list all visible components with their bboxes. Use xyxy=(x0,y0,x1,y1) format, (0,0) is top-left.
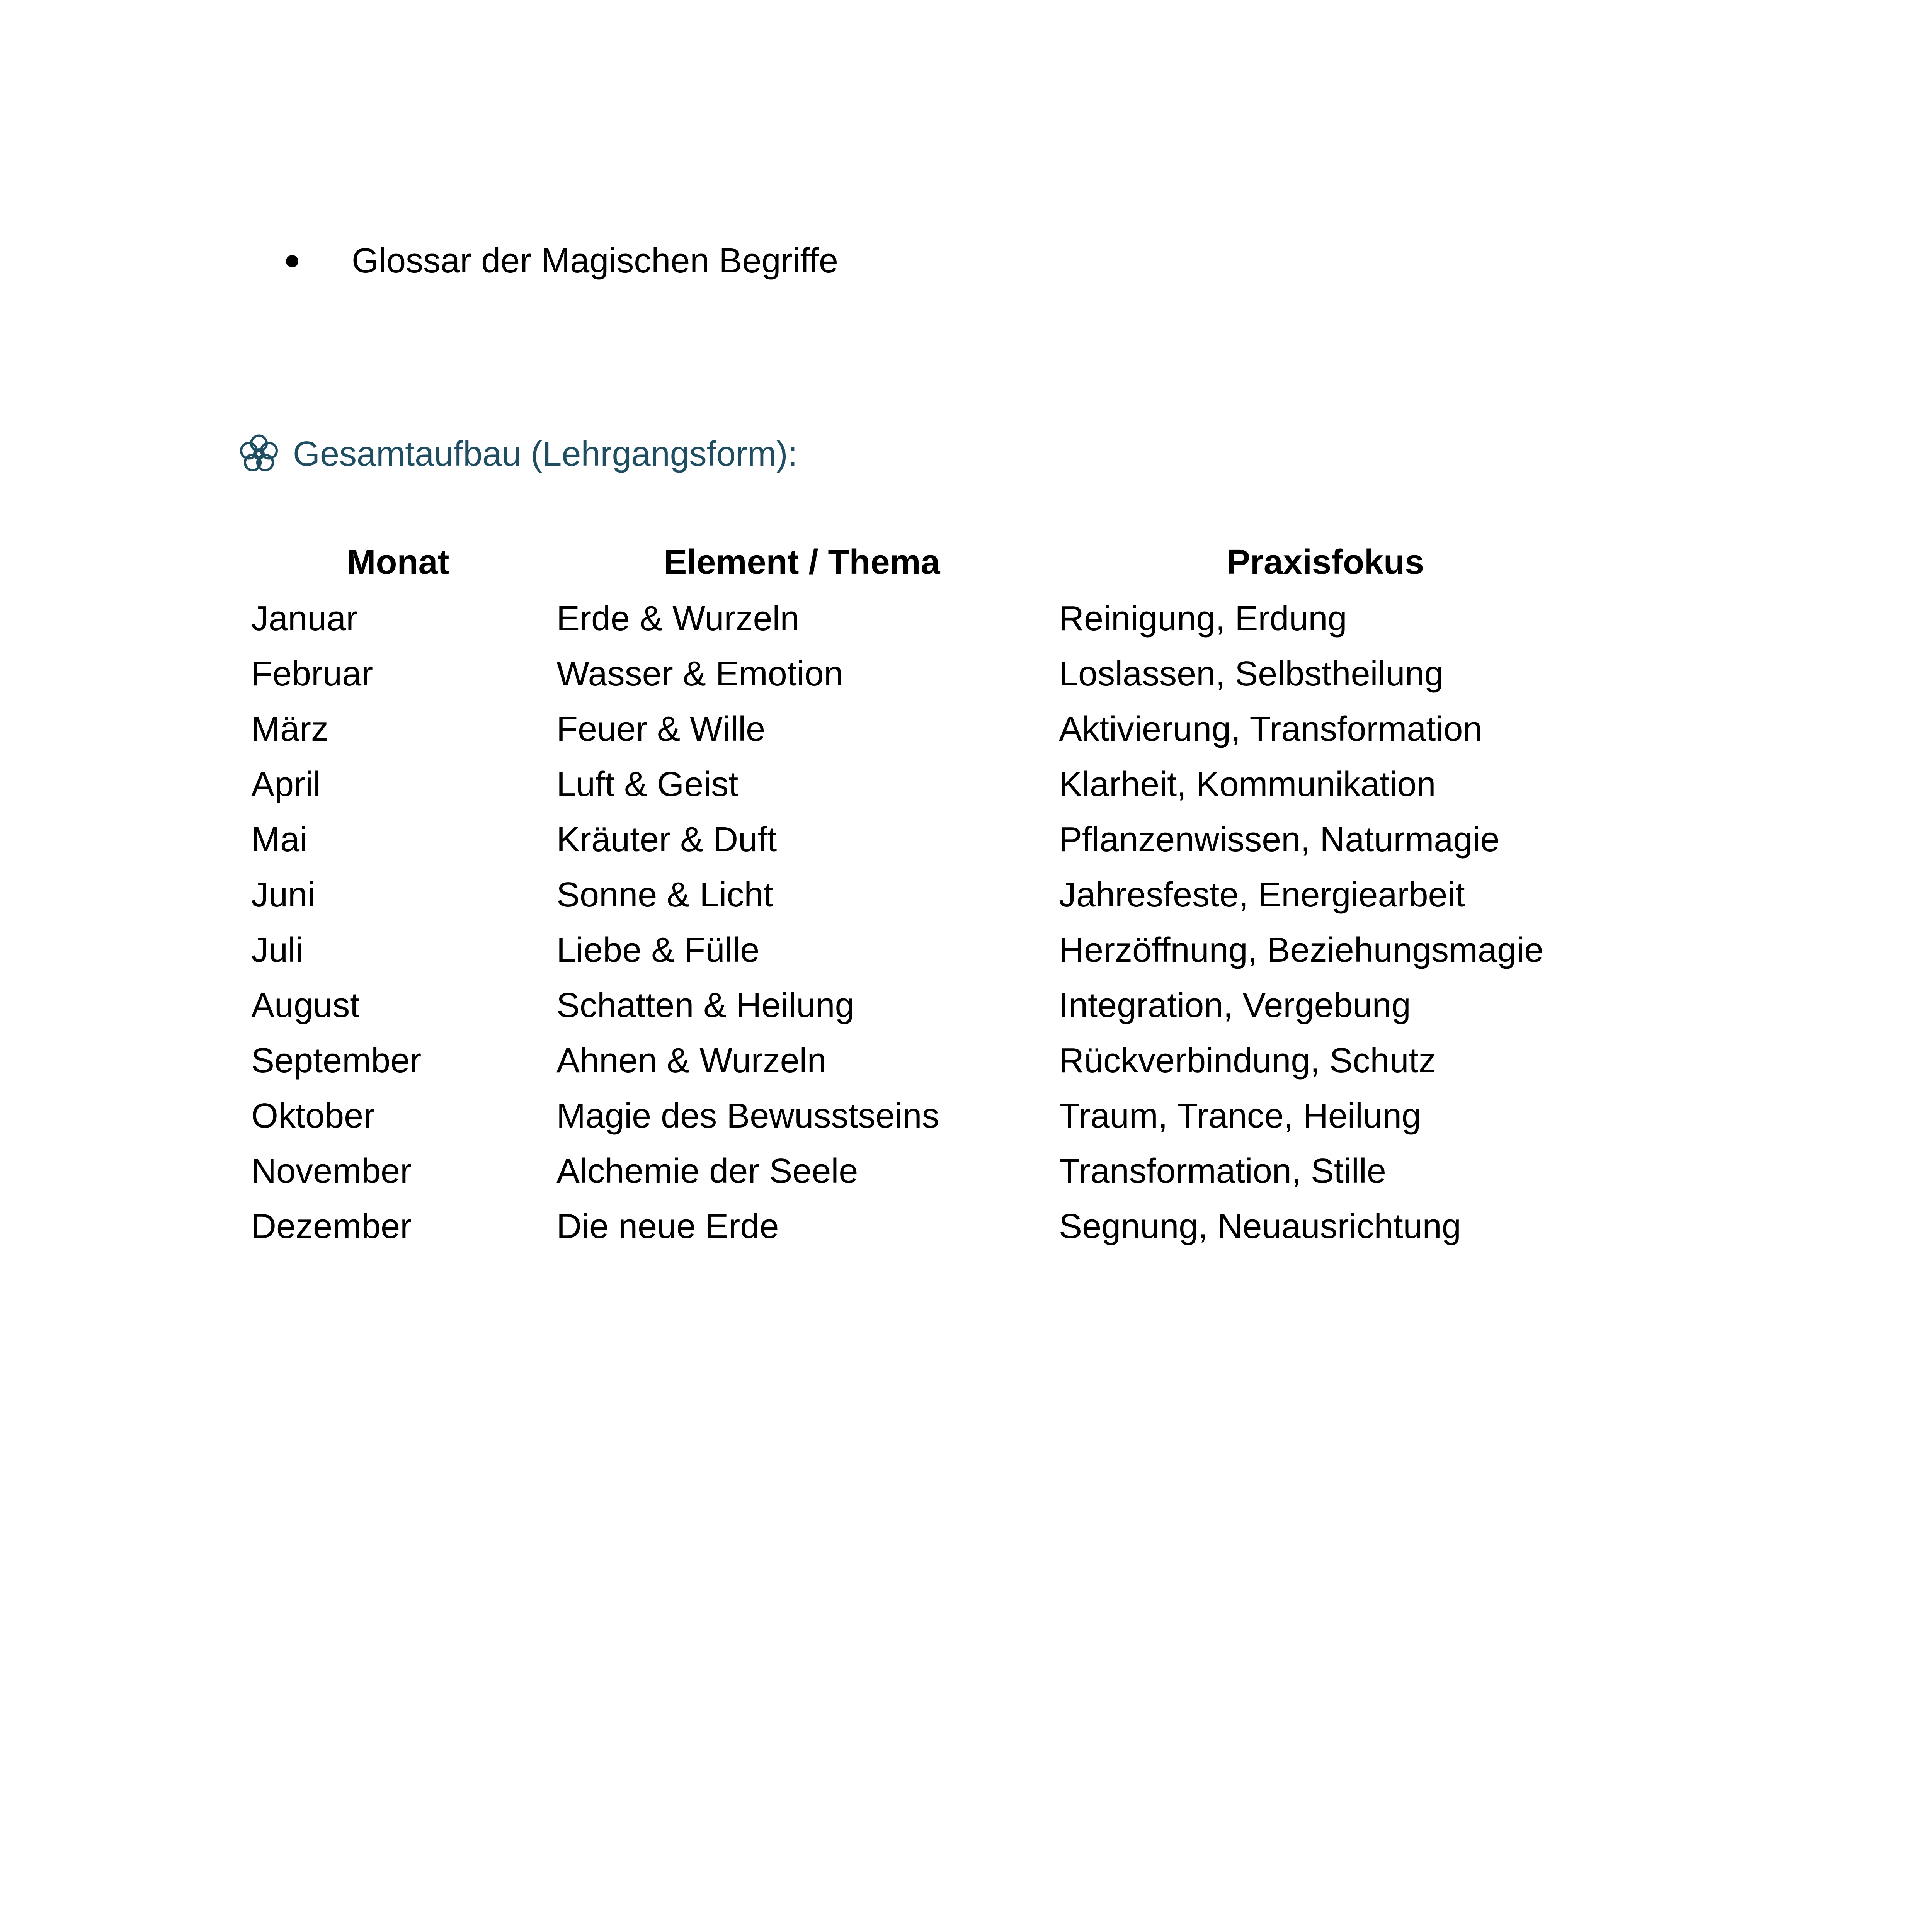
month-cell: April xyxy=(251,765,321,804)
column-header-focus: Praxisfokus xyxy=(1227,543,1424,582)
focus-cell: Jahresfeste, Energiearbeit xyxy=(1059,876,1465,914)
bullet-icon xyxy=(286,255,298,267)
element-cell: Magie des Bewusstseins xyxy=(556,1097,939,1135)
month-cell: Februar xyxy=(251,655,373,693)
section-heading-text: Gesamtaufbau (Lehrgangsform): xyxy=(293,435,798,473)
table-row xyxy=(240,1088,1592,1144)
element-cell: Sonne & Licht xyxy=(556,876,773,914)
table-row xyxy=(240,1199,1592,1254)
column-header-month: Monat xyxy=(347,543,449,582)
table-row xyxy=(240,867,1592,923)
table-header-row xyxy=(240,533,1592,591)
table-row xyxy=(240,978,1592,1033)
table-row xyxy=(240,812,1592,867)
table-row xyxy=(240,757,1592,812)
element-cell: Feuer & Wille xyxy=(556,710,766,748)
element-cell: Alchemie der Seele xyxy=(556,1152,858,1190)
element-cell: Liebe & Fülle xyxy=(556,931,760,969)
month-cell: Januar xyxy=(251,599,358,638)
month-cell: September xyxy=(251,1041,422,1080)
focus-cell: Rückverbindung, Schutz xyxy=(1059,1041,1436,1080)
focus-cell: Aktivierung, Transformation xyxy=(1059,710,1482,748)
focus-cell: Pflanzenwissen, Naturmagie xyxy=(1059,820,1500,859)
table-row xyxy=(240,591,1592,646)
table-row xyxy=(240,1144,1592,1199)
focus-cell: Herzöffnung, Beziehungsmagie xyxy=(1059,931,1544,969)
focus-cell: Klarheit, Kommunikation xyxy=(1059,765,1436,804)
schedule-table xyxy=(240,533,1592,1254)
section-heading xyxy=(236,431,798,477)
table-row xyxy=(240,923,1592,978)
bullet-text: Glossar der Magischen Begriffe xyxy=(352,242,838,280)
focus-cell: Traum, Trance, Heilung xyxy=(1059,1097,1421,1135)
month-cell: August xyxy=(251,986,360,1025)
month-cell: Juni xyxy=(251,876,315,914)
table-row xyxy=(240,1033,1592,1088)
focus-cell: Integration, Vergebung xyxy=(1059,986,1411,1025)
month-cell: Dezember xyxy=(251,1207,412,1246)
table-row xyxy=(240,646,1592,702)
table-row xyxy=(240,702,1592,757)
month-cell: Juli xyxy=(251,931,304,969)
focus-cell: Reinigung, Erdung xyxy=(1059,599,1347,638)
element-cell: Schatten & Heilung xyxy=(556,986,854,1025)
column-header-element: Element / Thema xyxy=(664,543,940,582)
element-cell: Wasser & Emotion xyxy=(556,655,843,693)
element-cell: Luft & Geist xyxy=(556,765,738,804)
bullet-list xyxy=(286,240,838,282)
element-cell: Erde & Wurzeln xyxy=(556,599,800,638)
element-cell: Die neue Erde xyxy=(556,1207,779,1246)
month-cell: Oktober xyxy=(251,1097,375,1135)
month-cell: November xyxy=(251,1152,412,1190)
element-cell: Ahnen & Wurzeln xyxy=(556,1041,827,1080)
list-item xyxy=(286,240,838,282)
focus-cell: Loslassen, Selbstheilung xyxy=(1059,655,1444,693)
focus-cell: Transformation, Stille xyxy=(1059,1152,1386,1190)
flower-icon xyxy=(236,431,282,477)
focus-cell: Segnung, Neuausrichtung xyxy=(1059,1207,1461,1246)
month-cell: Mai xyxy=(251,820,308,859)
month-cell: März xyxy=(251,710,328,748)
element-cell: Kräuter & Duft xyxy=(556,820,777,859)
